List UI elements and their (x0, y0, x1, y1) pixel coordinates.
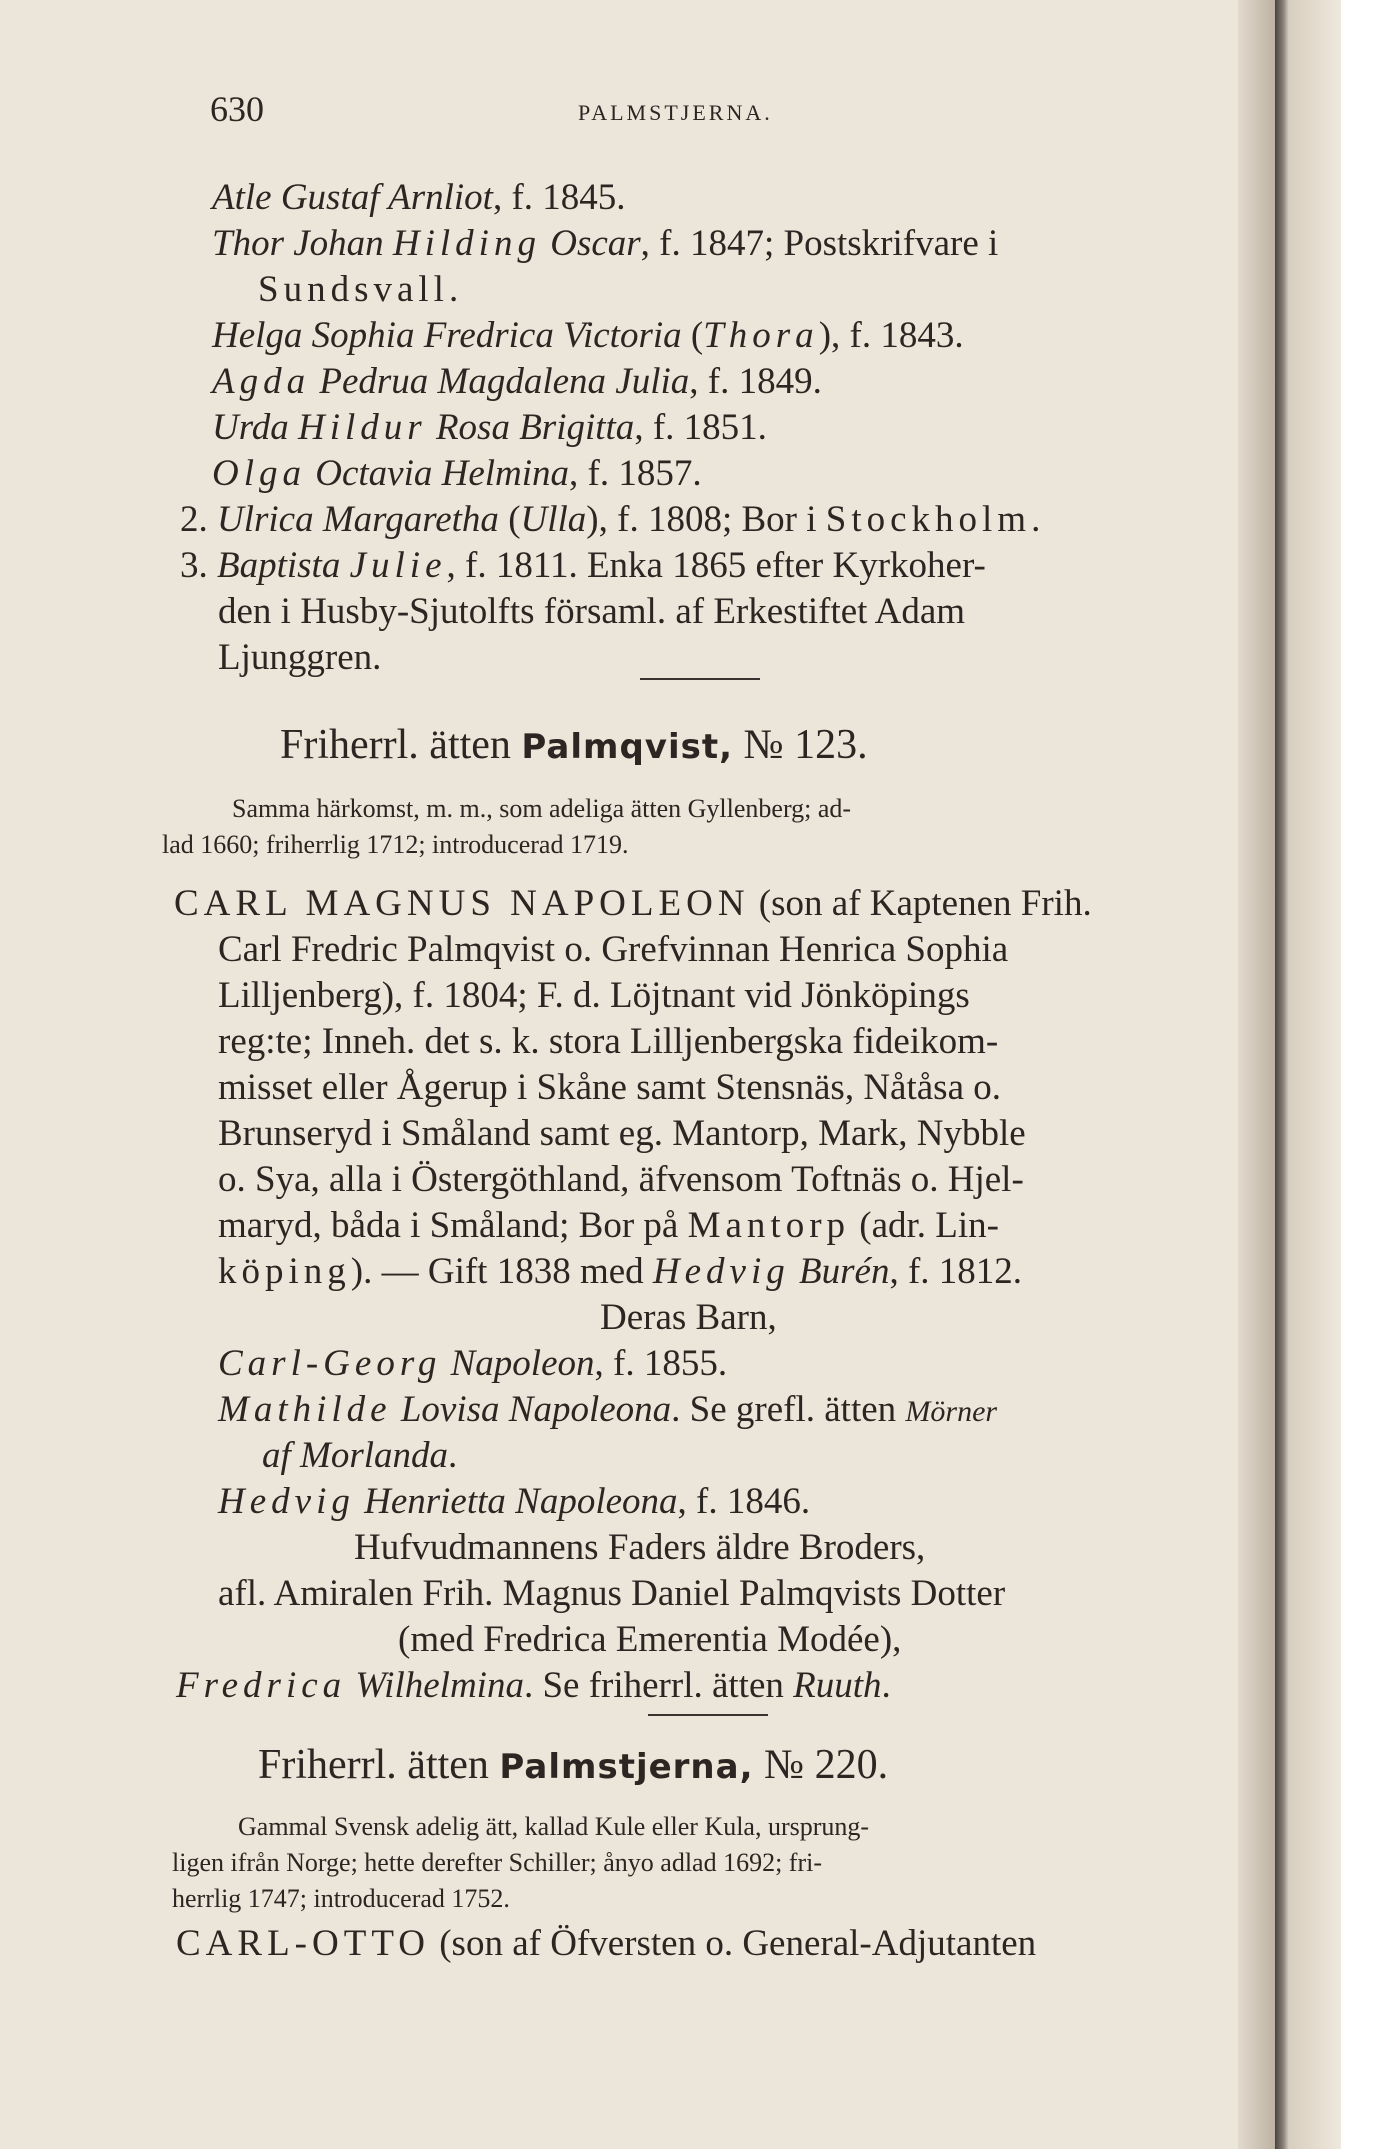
text-line: den i Husby-Sjutolfts församl. af Erkestiftet Adam (218, 591, 966, 632)
text-line: Olga Octavia Helmina, f. 1857. (212, 453, 702, 494)
text-line: Atle Gustaf Arnliot, f. 1845. (212, 177, 626, 218)
section-heading: Friherrl. ätten Palmstjerna, № 220. (258, 1742, 889, 1788)
text-line: Carl Fredric Palmqvist o. Grefvinnan Henrica Sophia (218, 929, 1009, 970)
page-stack-edge (1289, 0, 1341, 2149)
text-line: o. Sya, alla i Östergöthland, äfvensom Toftnäs o. Hjel- (218, 1159, 1024, 1200)
text-line: Thor Johan Hilding Oscar, f. 1847; Postskrifvare i (212, 223, 999, 264)
text-line: af Morlanda. (262, 1435, 458, 1476)
intro-line: lad 1660; friherrlig 1712; introducerad 1719. (162, 830, 629, 859)
text-line: misset eller Ågerup i Skåne samt Stensnäs, Nåtåsa o. (218, 1067, 1001, 1108)
book-spine-edge (1275, 0, 1289, 2149)
text-line: Fredrica Wilhelmina. Se friherrl. ätten Ruuth. (176, 1665, 891, 1706)
text-line: Hedvig Henrietta Napoleona, f. 1846. (218, 1481, 811, 1522)
text-line: (med Fredrica Emerentia Modée), (398, 1619, 902, 1660)
page-gutter-shadow (1238, 0, 1275, 2149)
text-line: Agda Pedrua Magdalena Julia, f. 1849. (212, 361, 822, 402)
intro-line: Samma härkomst, m. m., som adeliga ätten Gyllenberg; ad- (232, 794, 852, 823)
text-line: Helga Sophia Fredrica Victoria (Thora), f. 1843. (212, 315, 964, 356)
page-number: 630 (210, 89, 264, 129)
text-line: Hufvudmannens Faders äldre Broders, (354, 1527, 926, 1568)
section-divider (640, 678, 760, 680)
text-line: Deras Barn, (600, 1297, 777, 1338)
text-line: Brunseryd i Småland samt eg. Mantorp, Mark, Nybble (218, 1113, 1026, 1154)
intro-line: ligen ifrån Norge; hette derefter Schiller; ånyo adlad 1692; fri- (172, 1848, 822, 1877)
intro-line: Gammal Svensk adelig ätt, kallad Kule eller Kula, ursprung- (238, 1812, 870, 1841)
section-divider (648, 1714, 768, 1716)
text-line: afl. Amiralen Frih. Magnus Daniel Palmqvists Dotter (218, 1573, 1006, 1614)
text-line: CARL-OTTO (son af Öfversten o. General-Adjutanten (176, 1923, 1037, 1964)
text-line: Lilljenberg), f. 1804; F. d. Löjtnant vid Jönköpings (218, 975, 970, 1016)
text-line: Ljunggren. (218, 637, 382, 678)
text-line: maryd, båda i Småland; Bor på Mantorp (adr. Lin- (218, 1205, 1000, 1246)
text-line: Sundsvall. (258, 269, 459, 310)
section-heading: Friherrl. ätten Palmqvist, № 123. (280, 722, 868, 768)
text-line: reg:te; Inneh. det s. k. stora Lilljenbergska fideikom- (218, 1021, 999, 1062)
text-line: 2. Ulrica Margaretha (Ulla), f. 1808; Bor i Stockholm. (180, 499, 1041, 540)
text-line: köping). — Gift 1838 med Hedvig Burén, f. 1812. (218, 1251, 1023, 1292)
text-line: 3. Baptista Julie, f. 1811. Enka 1865 efter Kyrkoher- (180, 545, 986, 586)
intro-line: herrlig 1747; introducerad 1752. (172, 1884, 510, 1913)
text-line: CARL MAGNUS NAPOLEON (son af Kaptenen Frih. (174, 883, 1092, 924)
text-line: Urda Hildur Rosa Brigitta, f. 1851. (212, 407, 767, 448)
text-line: Carl-Georg Napoleon, f. 1855. (218, 1343, 728, 1384)
running-head: PALMSTJERNA. (578, 100, 773, 125)
text-line: Mathilde Lovisa Napoleona. Se grefl. ätten Mörner (218, 1389, 998, 1430)
